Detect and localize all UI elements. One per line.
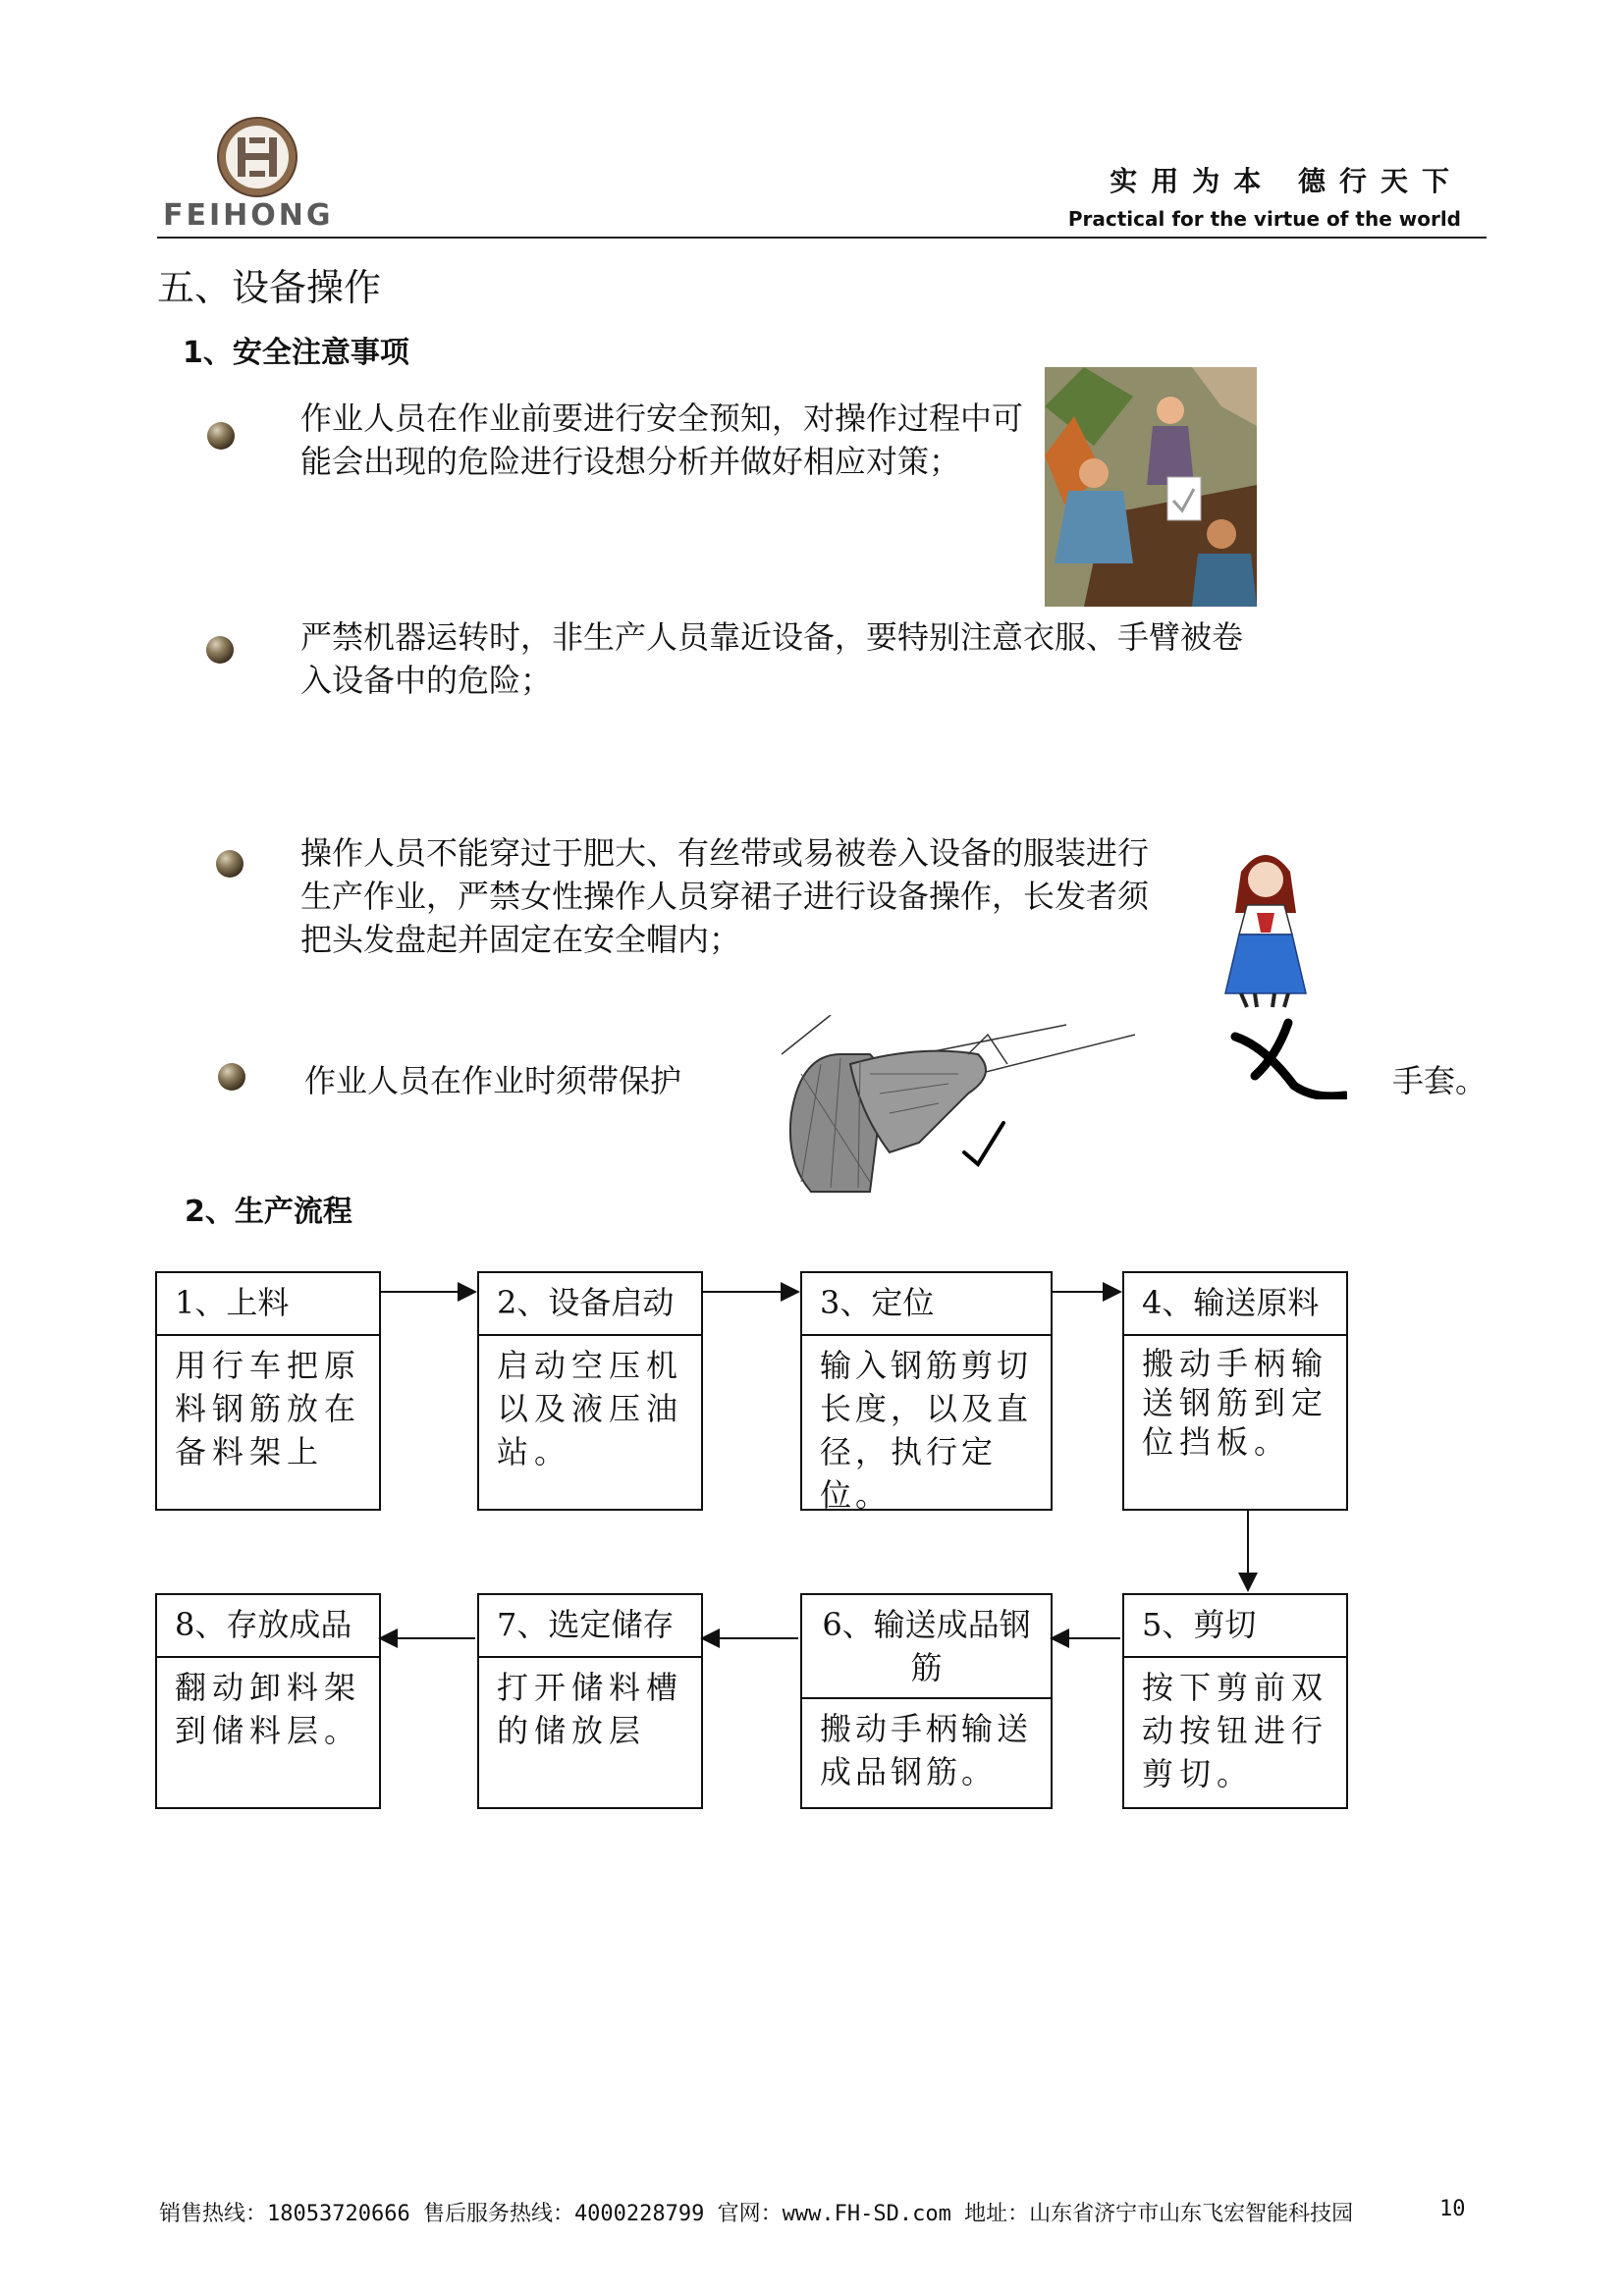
flow-step-head: 7、选定储存 — [479, 1595, 701, 1658]
flow-step-head: 6、输送成品钢筋 — [802, 1595, 1051, 1699]
flow-step-body: 按下剪前双动按钮进行剪切。 — [1142, 1669, 1329, 1792]
footer-contact: 销售热线：18053720666 售后服务热线：4000228799 官网：www.FH-SD.com 地址：山东省济宁市山东飞宏智能科技园 — [159, 2202, 1354, 2226]
slogan-english: Practical for the virtue of the world — [1067, 207, 1461, 231]
subsection-process-title: 2、生产流程 — [185, 1195, 352, 1229]
flow-step-body: 输入钢筋剪切长度，以及直径，执行定位。 — [820, 1347, 1033, 1514]
flow-step-body: 搬动手柄输送钢筋到定位挡板。 — [1142, 1345, 1329, 1461]
safety-item-1: 作业人员在作业前要进行安全预知，对操作过程中可能会出现的危险进行设想分析并做好相应对策； — [300, 400, 1024, 480]
flow-step-body: 用行车把原料钢筋放在备料架上 — [175, 1347, 362, 1470]
logo-text: FEIHONG — [163, 198, 334, 233]
flow-step-head: 5、剪切 — [1124, 1595, 1346, 1658]
section-title: 五、设备操作 — [157, 266, 382, 309]
flow-step-body: 翻动卸料架到储料层。 — [175, 1669, 362, 1749]
slogan-chinese: 实用为本 德行天下 — [1110, 165, 1463, 197]
flow-step-head: 2、设备启动 — [479, 1273, 701, 1336]
page-number: 10 — [1439, 2197, 1466, 2221]
subsection-safety-title: 1、安全注意事项 — [183, 336, 409, 370]
safety-item-4-tail: 手套。 — [1392, 1062, 1488, 1099]
safety-item-3: 操作人员不能穿过于肥大、有丝带或易被卷入设备的服装进行生产作业，严禁女性操作人员穿裙子进行设备操作，长发者须把头发盘起并固定在安全帽内； — [300, 834, 1150, 958]
flow-step-head: 1、上料 — [157, 1273, 379, 1336]
safety-item-4: 作业人员在作业时须带保护 — [304, 1062, 682, 1099]
flow-step-body: 搬动手柄输送成品钢筋。 — [820, 1710, 1033, 1790]
flow-step-head: 4、输送原料 — [1124, 1273, 1346, 1336]
flow-step-body: 打开储料槽的储放层 — [497, 1669, 684, 1749]
flow-step-head: 3、定位 — [802, 1273, 1051, 1336]
flow-step-body: 启动空压机以及液压油站。 — [497, 1347, 684, 1470]
flow-step-head: 8、存放成品 — [157, 1595, 379, 1658]
safety-item-2: 严禁机器运转时，非生产人员靠近设备，要特别注意衣服、手臂被卷入设备中的危险； — [300, 618, 1244, 699]
